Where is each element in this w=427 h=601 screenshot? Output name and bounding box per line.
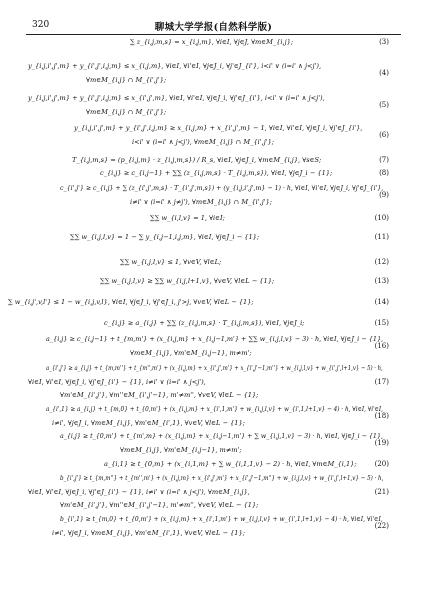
equation-number: (6) bbox=[379, 130, 389, 139]
equation-line: b_{i',j'} ≥ t_{m,m''} + t_{m'',m'} + (x_{i,j,m} + x_{i',j',m'} + x_{i',j'−1,m''} + w_{i,j,l,v} + w_{i',j',l+1,v} − 5) · h, bbox=[60, 474, 384, 482]
equation-line: i≠i' ∨ (i=i' ∧ j≠j'), ∀m∈M_{i,j} ∩ M_{i',j'}; bbox=[130, 197, 272, 206]
equation-line: i<i' ∨ (i=i' ∧ j<j'), ∀m∈M_{i,j} ∩ M_{i',j'}; bbox=[132, 137, 274, 146]
equation-number: (13) bbox=[374, 277, 389, 285]
equation-line: c_{i',j'} ≥ c_{i,j} + ∑ (z_{i',j',m,s} · T_{i',j',m,s}) + (y_{i,j,i',j',m} − 1) · h, ∀i∈I, ∀i'∈I, ∀j∈J_i, ∀j'∈J_{i'}, bbox=[60, 184, 384, 192]
equation-number: (4) bbox=[379, 68, 389, 77]
equation-line: ∑ z_{i,j,m,s} = x_{i,j,m}, ∀i∈I, ∀j∈J, ∀m∈M_{i,j}; bbox=[130, 38, 294, 46]
journal-title: 聊城大学学报(自然科学版) bbox=[154, 22, 273, 33]
equation-line: ∑∑ w_{i,j,l,v} ≥ ∑∑ w_{i,j,l+1,v}, ∀v∈V, ∀l∈L − {1}; bbox=[100, 277, 275, 285]
equation-number: (12) bbox=[374, 258, 389, 266]
equation-number: (19) bbox=[374, 438, 389, 447]
equation-number: (8) bbox=[379, 169, 389, 177]
equation-number: (11) bbox=[374, 233, 389, 241]
equation-line: a_{i,j} ≥ t_{0,m'} + t_{m',m} + (x_{i,j,m} + x_{i,j−1,m'} + ∑ w_{i,j,1,v} − 3) · h, ∀i∈I, ∀j∈J_i − {1}, bbox=[60, 432, 383, 440]
equation-line: ∀m'∈M_{i',j'}, ∀m''∈M_{i',j'−1}, m'≠m'', ∀v∈V, ∀l∈L − {1}; bbox=[60, 501, 259, 510]
equation-number: (14) bbox=[374, 298, 389, 306]
equation-line: T_{i,j,m,s} = (p_{i,j,m} · z_{i,j,m,s}) / R_s, ∀i∈I, ∀j∈J_i, ∀m∈M_{i,j}, ∀s∈S; bbox=[72, 156, 322, 164]
equation-line: a_{i',1} ≥ a_{i,j} + t_{m,0} + t_{0,m'} + (x_{i,j,m} + x_{i',1,m'} + w_{i,j,l,v} + w_{i',1,l+1,v} − 4) · h, ∀i∈I, ∀i'∈I, bbox=[46, 405, 383, 413]
equation-line: ∀m∈M_{i,j}, ∀m'∈M_{i,j−1}, m≠m'; bbox=[130, 348, 252, 357]
equation-line: a_{i,1} ≥ t_{0,m} + (x_{i,1,m} + ∑ w_{i,1,1,v} − 2) · h, ∀i∈I, ∀m∈M_{i,1}; bbox=[104, 460, 357, 468]
equation-number: (16) bbox=[374, 341, 389, 350]
equation-number: (9) bbox=[379, 190, 389, 199]
page-header bbox=[26, 8, 401, 34]
equation-line: ∑∑ w_{i,l,v} = 1, ∀i∈I; bbox=[150, 214, 225, 222]
equation-number: (10) bbox=[374, 214, 389, 222]
equation-line: ∑ w_{i,j',v,l'} ≤ 1 − w_{i,j,v,l}, ∀i∈I, ∀j∈J_i, ∀j'∈J_i, j'>j, ∀v∈V, ∀l∈L − {1}; bbox=[8, 298, 254, 306]
equation-number: (18) bbox=[374, 411, 389, 420]
equation-line: ∀i∈I, ∀i'∈I, ∀j∈J_i, ∀j'∈J_{i'} − {1}, i≠i' ∨ (i=i' ∧ j<j'), bbox=[28, 377, 206, 386]
equation-line: b_{i',1} ≥ t_{m,0} + t_{0,m'} + (x_{i,j,m} + x_{i',1,m'} + w_{i,j,l,v} + w_{i',1,l+1,v} − 4) · h, ∀i∈I, ∀i'∈I, bbox=[60, 515, 383, 523]
equation-line: ∀i∈I, ∀i'∈I, ∀j∈J_i, ∀j'∈J_{i'} − {1}, i≠i' ∨ (i=i' ∧ j<j'), ∀m∈M_{i,j}, bbox=[28, 487, 250, 496]
page-number: 320 bbox=[32, 20, 50, 30]
equation-line: a_{i',j'} ≥ a_{i,j} + t_{m,m''} + t_{m'',m'} + (x_{i,j,m} + x_{i',j',m'} + x_{i',j'−1,m''} + w_{i,j,l,v} + w_{i',j',l+1,v} − 5) · h, bbox=[46, 364, 383, 372]
equation-line: c_{i,j} ≥ a_{i,j} + ∑∑ (z_{i,j,m,s} · T_{i,j,m,s}), ∀i∈I, ∀j∈J_i; bbox=[104, 319, 305, 327]
equation-line: y_{i,j,i',j',m} + y_{i',j',i,j,m} ≤ x_{i,j,m}, ∀i∈I, ∀i'∈I, ∀j∈J_i, ∀j'∈J_{i'}, i<i' ∨ (i=i' ∧ j<j'), bbox=[28, 62, 322, 70]
equation-number: (3) bbox=[379, 38, 389, 46]
equation-number: (5) bbox=[379, 100, 389, 109]
equation-line: a_{i,j} ≥ c_{i,j−1} + t_{m,m'} + (x_{i,j,m} + x_{i,j−1,m'} + ∑∑ w_{i,j,l,v} − 3) · h, ∀i∈I, ∀j∈J_i − {1}, bbox=[46, 335, 384, 343]
equation-number: (7) bbox=[379, 156, 389, 164]
equation-number: (22) bbox=[374, 521, 389, 530]
equation-line: ∀m∈M_{i,j}, ∀m'∈M_{i,j−1}, m≠m'; bbox=[120, 445, 242, 454]
equation-number: (21) bbox=[374, 487, 389, 496]
equation-line: ∀m∈M_{i,j} ∩ M_{i',j'}; bbox=[86, 75, 167, 84]
equation-line: y_{i,j,i',j',m} + y_{i',j',i,j,m} ≤ x_{i',j',m}, ∀i∈I, ∀i'∈I, ∀j∈J_i, ∀j'∈J_{i'}, i<i' ∨ (i=i' ∧ j<j'), bbox=[28, 94, 325, 102]
equation-line: ∀m'∈M_{i',j'}, ∀m''∈M_{i',j'−1}, m'≠m'', ∀v∈V, ∀l∈L − {1}; bbox=[60, 391, 259, 400]
equation-number: (17) bbox=[374, 377, 389, 386]
equation-line: i≠i', ∀j∈J_i, ∀m∈M_{i,j}, ∀m'∈M_{i',1}, ∀v∈V, ∀l∈L − {1}; bbox=[52, 418, 245, 427]
equation-number: (15) bbox=[374, 319, 389, 327]
equation-list bbox=[0, 36, 427, 596]
header-rule bbox=[26, 34, 401, 35]
equation-line: c_{i,j} ≥ c_{i,j−1} + ∑∑ (z_{i,j,m,s} · T_{i,j,m,s}), ∀i∈I, ∀j∈J_i − {1}; bbox=[100, 169, 333, 177]
equation-line: i≠i', ∀j∈J_i, ∀m∈M_{i,j}, ∀m'∈M_{i',1}, ∀v∈V, ∀l∈L − {1}; bbox=[52, 528, 245, 537]
equation-number: (20) bbox=[374, 460, 389, 468]
equation-line: ∑∑ w_{i,j,l,v} = 1 − ∑ y_{i,j−1,i,j,m}, ∀i∈I, ∀j∈J_i − {1}; bbox=[70, 233, 260, 241]
equation-line: ∀m∈M_{i,j} ∩ M_{i',j'}; bbox=[86, 107, 167, 116]
equation-line: y_{i,j,i',j',m} + y_{i',j',i,j,m} ≥ x_{i,j,m} + x_{i',j',m} − 1, ∀i∈I, ∀i'∈I, ∀j∈J_i, ∀j'∈J_{i'}, bbox=[74, 124, 363, 132]
equation-line: ∑∑ w_{i,j,l,v} ≤ 1, ∀v∈V, ∀l∈L; bbox=[120, 258, 222, 266]
